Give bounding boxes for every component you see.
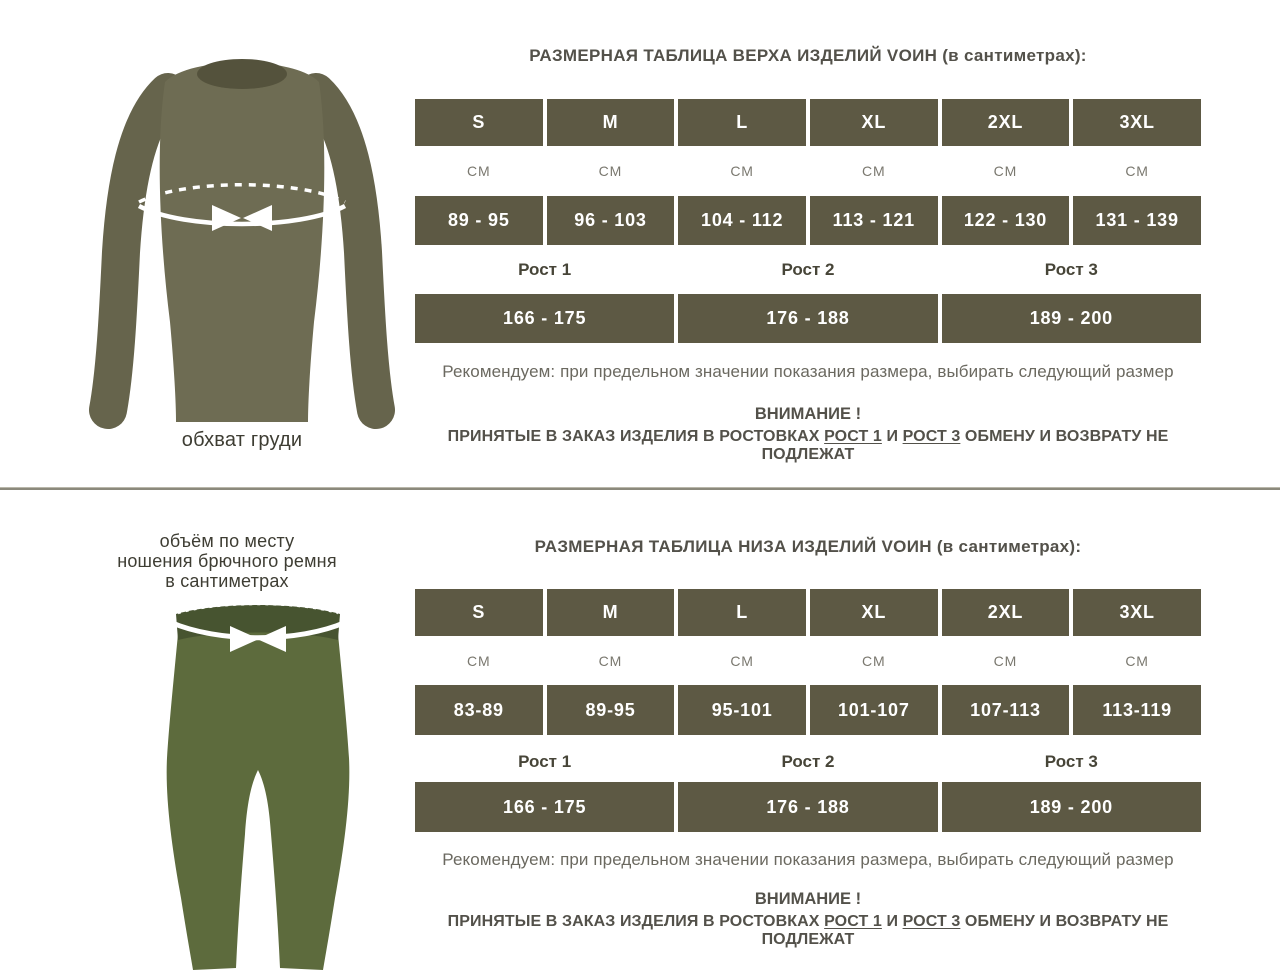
rost-value-cell: 176 - 188 [678, 294, 937, 343]
bottom-size-header-row [415, 589, 1201, 636]
attention-text [405, 428, 1211, 464]
waist-girth-label [62, 531, 392, 591]
rost1-ref: РОСТ 1 [824, 913, 882, 930]
size-header-cell: L [678, 99, 806, 146]
pants-body [167, 605, 350, 970]
size-header-cell: 2XL [942, 589, 1070, 636]
rost-label: Рост 1 [518, 752, 572, 771]
size-header-cell: S [415, 589, 543, 636]
rost-value-cell: 166 - 175 [415, 782, 674, 832]
size-header-cell: 3XL [1073, 589, 1201, 636]
top-unit-row [415, 146, 1201, 196]
shirt-body [108, 59, 376, 422]
bottom-rost-values-row [415, 782, 1201, 832]
size-value-cell: 113-119 [1073, 685, 1201, 735]
size-header-cell: XL [810, 99, 938, 146]
pants-image [118, 586, 398, 972]
unit-cell: СМ [467, 163, 491, 179]
top-rost-values-row [415, 294, 1201, 343]
attention-conj: И [886, 913, 899, 930]
attention-title: ВНИМАНИЕ ! [754, 890, 862, 908]
top-values-row [415, 196, 1201, 245]
bottom-rost-label-row [415, 749, 1201, 775]
unit-cell: СМ [862, 163, 886, 179]
attention-text [405, 913, 1211, 949]
size-header-cell: M [547, 589, 675, 636]
size-value-cell: 131 - 139 [1073, 196, 1201, 245]
rost-label: Рост 1 [518, 260, 572, 279]
size-value-cell: 104 - 112 [678, 196, 806, 245]
recommendation-text: Рекомендуем: при предельном значении показания размера, выбирать следующий размер [442, 850, 1174, 869]
rost-label: Рост 2 [781, 260, 835, 279]
rost-label: Рост 3 [1044, 260, 1098, 279]
size-header-cell: S [415, 99, 543, 146]
rost-value-cell: 189 - 200 [942, 782, 1201, 832]
unit-cell: СМ [598, 652, 623, 669]
unit-cell: СМ [598, 163, 623, 179]
size-value-cell: 96 - 103 [547, 196, 675, 245]
rost3-ref: РОСТ 3 [902, 913, 961, 930]
size-value-cell: 113 - 121 [810, 196, 938, 245]
rost-value-cell: 189 - 200 [942, 294, 1201, 343]
bottom-unit-row [415, 636, 1201, 685]
size-header-cell: 3XL [1073, 99, 1201, 146]
unit-cell: СМ [1125, 163, 1149, 179]
waist-label-line: объём по месту [159, 531, 295, 551]
top-size-header-row [415, 99, 1201, 146]
size-value-cell: 122 - 130 [942, 196, 1070, 245]
attention-suffix: ОБМЕНУ И ВОЗВРАТУ НЕ ПОДЛЕЖАТ [761, 913, 1169, 948]
shirt-collar [197, 59, 287, 89]
unit-cell: СМ [730, 652, 754, 669]
rost1-ref: РОСТ 1 [824, 428, 882, 445]
top-section [0, 0, 1280, 487]
bottom-table-title: РАЗМЕРНАЯ ТАБЛИЦА НИЗА ИЗДЕЛИЙ VOИН (в сантиметрах): [534, 537, 1082, 556]
attention-prefix: ПРИНЯТЫЕ В ЗАКАЗ ИЗДЕЛИЯ В РОСТОВКАХ [447, 428, 820, 445]
size-header-cell: XL [810, 589, 938, 636]
unit-cell: СМ [467, 652, 491, 669]
rost-value-cell: 176 - 188 [678, 782, 937, 832]
rost-value-cell: 166 - 175 [415, 294, 674, 343]
size-header-cell: M [547, 99, 675, 146]
rost-label: Рост 2 [781, 752, 835, 771]
size-value-cell: 89-95 [547, 685, 675, 735]
waist-label-line: в сантиметрах [165, 571, 289, 591]
top-table-title: РАЗМЕРНАЯ ТАБЛИЦА ВЕРХА ИЗДЕЛИЙ VOИН (в сантиметрах): [529, 46, 1087, 65]
attention-title: ВНИМАНИЕ ! [754, 405, 862, 423]
waist-label-line: ношения брючного ремня [117, 551, 337, 571]
shirt-image [62, 18, 422, 430]
size-value-cell: 83-89 [415, 685, 543, 735]
attention-prefix: ПРИНЯТЫЕ В ЗАКАЗ ИЗДЕЛИЯ В РОСТОВКАХ [447, 913, 820, 930]
bottom-section [0, 490, 1280, 979]
size-value-cell: 101-107 [810, 685, 938, 735]
top-rost-label-row [415, 257, 1201, 283]
unit-cell: СМ [730, 163, 754, 179]
unit-cell: СМ [1125, 652, 1149, 669]
size-header-cell: 2XL [942, 99, 1070, 146]
chest-girth-label: обхват груди [181, 429, 303, 451]
recommendation-text: Рекомендуем: при предельном значении показания размера, выбирать следующий размер [442, 362, 1174, 381]
rost3-ref: РОСТ 3 [902, 428, 961, 445]
bottom-values-row [415, 685, 1201, 735]
size-header-cell: L [678, 589, 806, 636]
unit-cell: СМ [993, 163, 1018, 179]
size-value-cell: 107-113 [942, 685, 1070, 735]
size-value-cell: 89 - 95 [415, 196, 543, 245]
attention-conj: И [886, 428, 899, 445]
size-value-cell: 95-101 [678, 685, 806, 735]
attention-suffix: ОБМЕНУ И ВОЗВРАТУ НЕ ПОДЛЕЖАТ [761, 428, 1169, 463]
rost-label: Рост 3 [1044, 752, 1098, 771]
unit-cell: СМ [862, 652, 886, 669]
unit-cell: СМ [993, 652, 1018, 669]
